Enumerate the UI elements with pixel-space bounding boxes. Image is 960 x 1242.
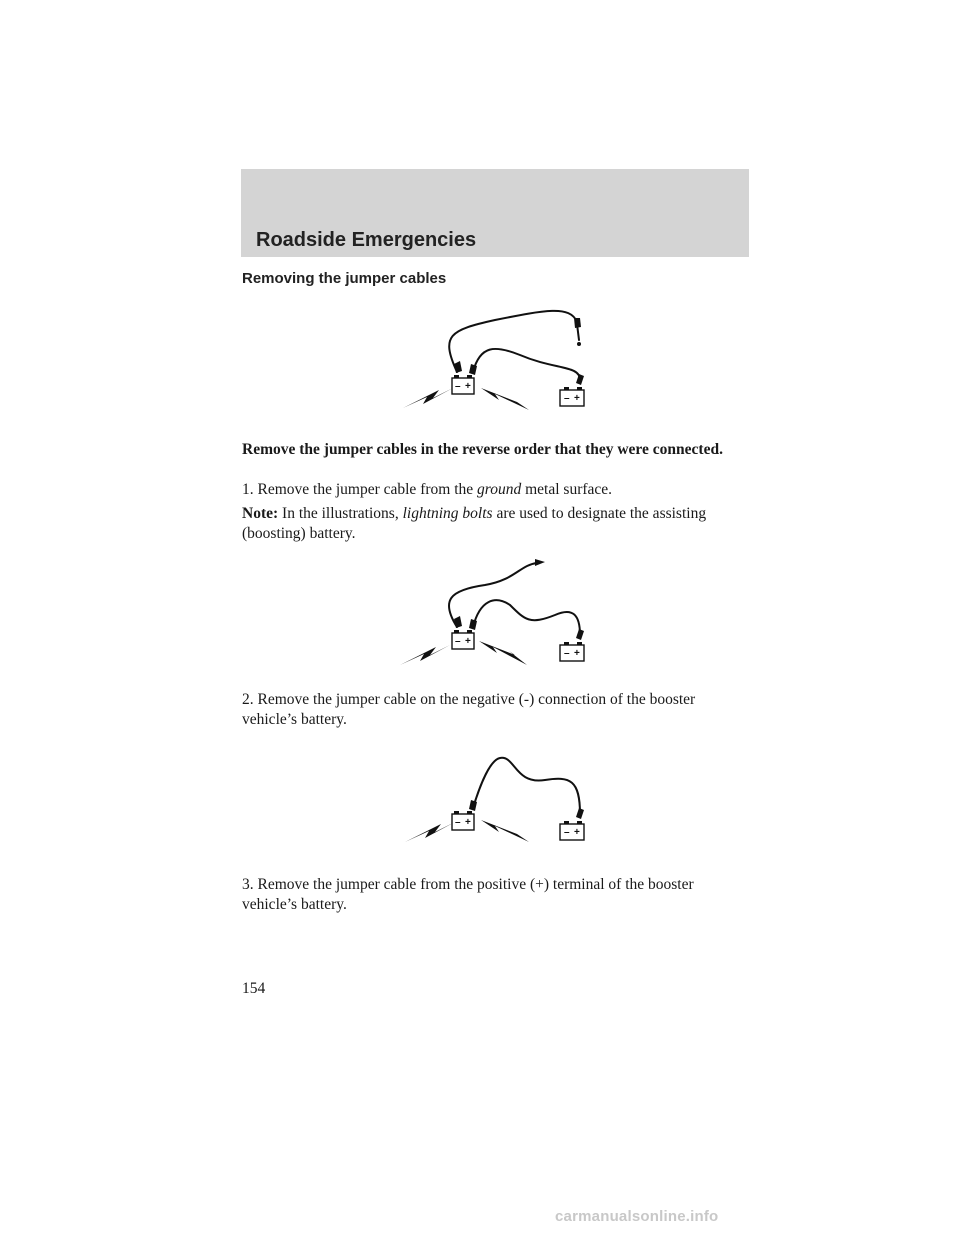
battery-plus-label: + [465,381,471,392]
battery-plus-label: + [574,827,580,838]
ground-point [577,342,581,346]
battery-plus-label: + [574,393,580,404]
clamp [454,616,462,628]
lightning-bolt-icon [403,388,453,408]
battery-plus-label: + [465,636,471,647]
lightning-bolt-icon [400,645,450,665]
battery-minus-label: – [455,817,461,828]
step-1: 1. Remove the jumper cable from the ground metal surface. [242,481,613,498]
clamp [469,619,477,630]
lightning-bolt-icon [479,641,527,665]
battery-plus-label: + [465,817,471,828]
page-number: 154 [242,980,266,997]
clamp [454,361,462,373]
section-heading: Removing the jumper cables [242,270,447,287]
battery-minus-label: – [564,827,570,838]
battery-minus-label: – [455,381,461,392]
battery-minus-label: – [564,393,570,404]
battery-minus-label: – [564,648,570,659]
cable-positive [473,758,580,814]
note: Note: In the illustrations, lightning bolts are used to designate the assisting (boosting) battery. [242,505,707,542]
clamp [469,800,477,811]
clamp [574,318,581,328]
figure-jumper-cables-1 [395,300,595,418]
clamp [576,374,584,385]
clamp [469,364,477,375]
figure-jumper-cables-3 [395,750,595,850]
figure-jumper-cables-2 [395,555,595,673]
cable-negative [473,349,580,380]
cable-negative [473,600,580,635]
clamp [576,808,584,819]
page-title: Roadside Emergencies [256,229,477,251]
lightning-bolt-icon [405,822,455,842]
lightning-bolt-icon [481,388,529,410]
lightning-bolt-icon [481,820,529,842]
cable-positive [449,311,577,372]
intro-paragraph: Remove the jumper cables in the reverse order that they were connected. [242,441,723,458]
clamp [535,559,545,566]
clamp [576,629,584,640]
step-2: 2. Remove the jumper cable on the negative (-) connection of the booster vehicle’s battery. [242,691,696,728]
watermark: carmanualsonline.info [555,1208,719,1225]
step-3: 3. Remove the jumper cable from the positive (+) terminal of the booster vehicle’s battery. [242,876,694,913]
battery-plus-label: + [574,648,580,659]
battery-minus-label: – [455,636,461,647]
